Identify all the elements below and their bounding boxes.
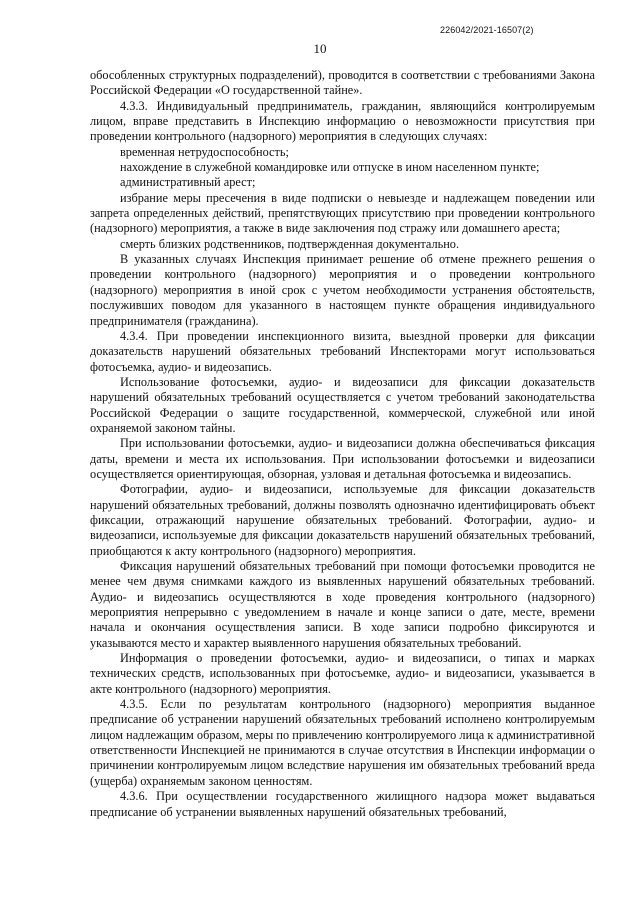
list-item: временная нетрудоспособность; <box>120 144 289 159</box>
list-item: избрание меры пресечения в виде подписки о невыезде и надлежащем поведении или запрета определенных действий, препятствующих присутствию при проведении контрольного (надзорного) мероприятия, а также в виде заключения под стражу или домашнего ареста; <box>90 190 595 236</box>
page-number: 10 <box>313 41 327 56</box>
paragraph: обособленных структурных подразделений), проводится в соответствии с требованиями Закона Российской Федерации «О государственной тайне». <box>90 68 595 98</box>
list-item: нахождение в служебной командировке или отпуске в ином населенном пункте; <box>120 160 540 175</box>
list-item: смерть близких родственников, подтвержденная документально. <box>120 236 460 251</box>
paragraph: При использовании фотосъемки, аудио- и видеозаписи должна обеспечиваться фиксация даты, времени и места их использования. При использовании фотосъемки и видеозаписи осуществляется ориентирующая, обзорная, узловая и детальная фотосъемка и видеозапись. <box>90 436 595 481</box>
paragraph: 4.3.3. Индивидуальный предприниматель, гражданин, являющийся контролируемым лицом, вправе представить в Инспекцию информацию о невозможности присутствия при проведении контрольного (надзорного) мероприятия в следующих случаях: <box>90 98 595 144</box>
paragraph: Фиксация нарушений обязательных требований при помощи фотосъемки проводится не менее чем двумя снимками каждого из выявленных нарушений обязательных требований. Аудио- и видеозапись осуществляются в ходе проведения контрольного (надзорного) мероприятия непрерывно с уведомлением в начале и конце записи о дате, месте, времени начала и окончания осуществления записи. В ходе записи подробно фиксируются и указываются место и характер выявленного нарушения обязательных требований. <box>90 559 595 650</box>
paragraph: 4.3.4. При проведении инспекционного визита, выездной проверки для фиксации доказательств нарушений обязательных требований Инспекторами могут использоваться фотосъемка, аудио- и видеозапись. <box>90 328 595 374</box>
paragraph: Использование фотосъемки, аудио- и видеозаписи для фиксации доказательств нарушений обязательных требований осуществляется с учетом требований законодательства Российской Федерации о защите государственной, коммерческой, служебной или иной охраняемой законом тайны. <box>90 374 595 435</box>
paragraph: Фотографии, аудио- и видеозаписи, используемые для фиксации доказательств нарушений обязательных требований, должны позволять однозначно идентифицировать объект фиксации, отражающий нарушение обязательных требований. Фотографии, аудио- и видеозаписи, используемые для фиксации доказательств нарушений обязательных требований, приобщаются к акту контрольного (надзорного) мероприятия. <box>90 482 595 558</box>
paragraph: В указанных случаях Инспекция принимает решение об отмене прежнего решения о проведении контрольного (надзорного) мероприятия и о проведении контрольного (надзорного) мероприятия в иной срок с учетом необходимости устранения обстоятельств, послуживших поводом для указанного в настоящем пункте обращения индивидуального предпринимателя (гражданина). <box>90 252 595 328</box>
paragraph: 4.3.5. Если по результатам контрольного (надзорного) мероприятия выданное предписание об устранении нарушений обязательных требований исполнено контролируемым лицом надлежащим образом, меры по привлечению контролируемого лица к административной ответственности Инспекцией не принимаются в случае отсутствия в Инспекции информации о причинении контролируемым лицом вследствие нарушения им обязательных требований вреда (ущерба) охраняемым законом ценностям. <box>90 697 595 788</box>
document-body <box>90 68 595 820</box>
paragraph: Информация о проведении фотосъемки, аудио- и видеозаписи, о типах и марках технических средств, использованных при фотосъемке, аудио- и видеозаписи, указывается в акте контрольного (надзорного) мероприятия. <box>90 651 595 696</box>
list-item: административный арест; <box>120 175 256 190</box>
document-id: 226042/2021-16507(2) <box>440 25 534 35</box>
paragraph: 4.3.6. При осуществлении государственного жилищного надзора может выдаваться предписание об устранении выявленных нарушений обязательных требований, <box>90 789 595 819</box>
